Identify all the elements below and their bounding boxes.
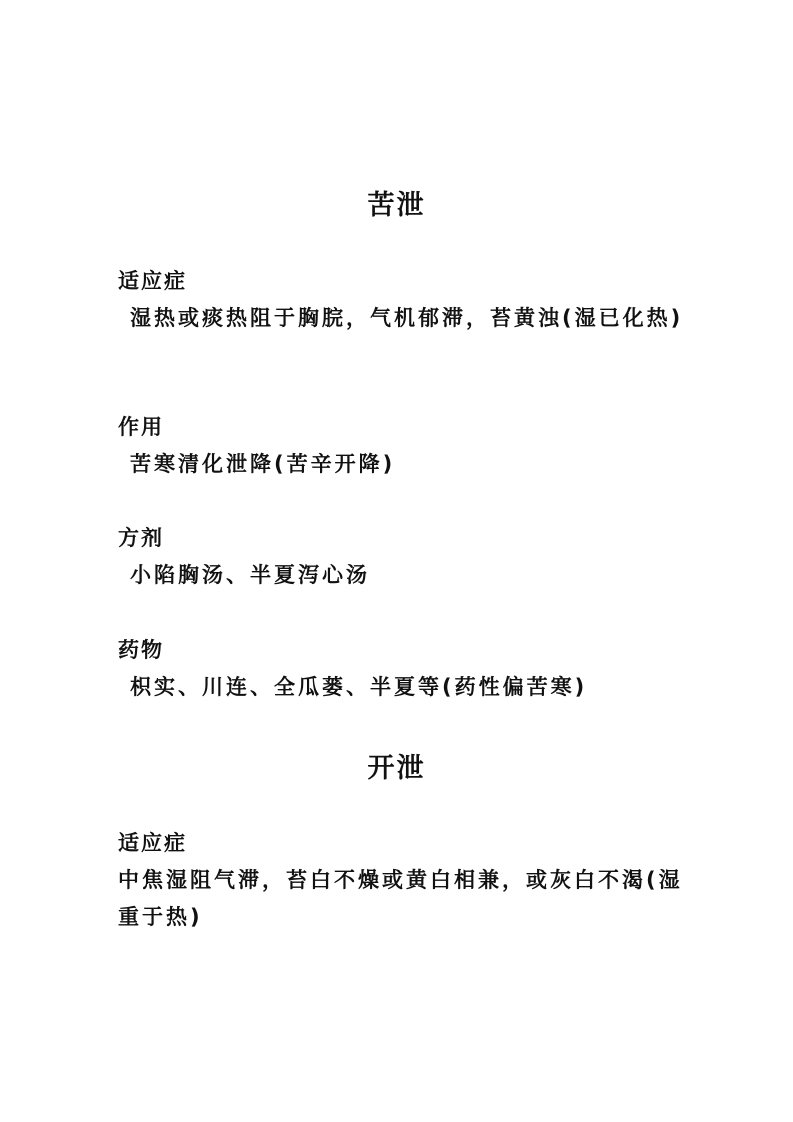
indication-text: 湿热或痰热阻于胸脘，气机郁滞，苔黄浊(湿已化热) [130,306,684,330]
indication-label: 适应症 [118,831,187,855]
herbs-block-kuxie [118,635,688,706]
indication-block-kaixie [118,828,688,936]
indication-text: 中焦湿阻气滞，苔白不燥或黄白相兼，或灰白不渴(湿重于热) [118,868,683,929]
herbs-text: 枳实、川连、全瓜蒌、半夏等(药性偏苦寒) [130,675,588,699]
indication-label: 适应症 [118,269,187,293]
formula-label: 方剂 [118,526,164,550]
effect-label: 作用 [118,415,164,439]
formula-block-kuxie [118,523,688,594]
effect-block-kuxie [118,412,688,483]
section-title-kuxie: 苦泄 [367,190,426,221]
formula-text: 小陷胸汤、半夏泻心汤 [130,563,370,587]
herbs-label: 药物 [118,638,164,662]
section-title-kaixie: 开泄 [367,753,426,784]
effect-text: 苦寒清化泄降(苦辛开降) [130,452,396,476]
indication-block-kuxie [118,266,688,337]
